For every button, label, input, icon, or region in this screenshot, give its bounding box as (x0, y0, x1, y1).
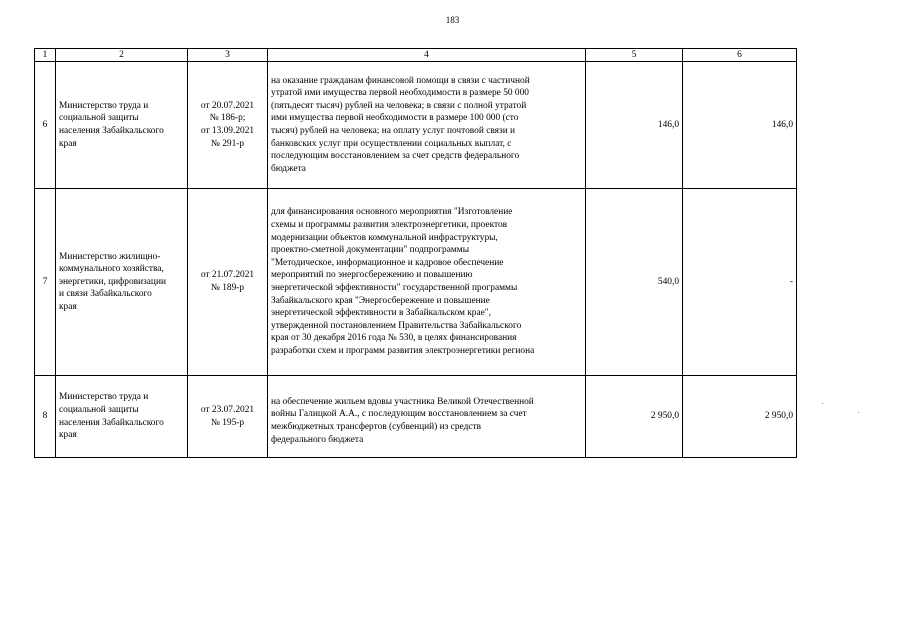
ministry-line: коммунального хозяйства, (59, 264, 164, 275)
purpose-line: края от 30 декабря 2016 года № 530, в целях финансирования (271, 333, 517, 344)
purpose-line: тысяч) рублей на человека; на оплату услуг почтовой связи и (271, 126, 516, 136)
scan-speck (822, 403, 823, 404)
ministry-line: края (59, 138, 77, 149)
order-line: от 13.09.2021 (200, 126, 255, 136)
ministry-line: Министерство жилищно- (59, 251, 161, 262)
purpose-line: энергетической эффективности" государственной программы (271, 283, 518, 293)
ministry-line: социальной защиты (59, 404, 139, 415)
table-row (35, 62, 797, 189)
amount-col-6: 2 950,0 (683, 376, 797, 458)
ministry-line: края (59, 301, 77, 312)
purpose-line: Забайкальского края "Энергосбережение и повышение (271, 295, 490, 306)
purpose-line: модернизации объектов коммунальной инфраструктуры, (271, 232, 498, 243)
purpose-line: банковских услуг при осуществлении социальных выплат, с (271, 138, 512, 149)
purpose-line: на оказание гражданам финансовой помощи в связи с частичной (271, 75, 530, 86)
header-col-3: 3 (188, 49, 268, 62)
order-reference (188, 189, 268, 376)
scan-speck (858, 412, 859, 413)
ministry-name (56, 189, 188, 376)
purpose-line: утвержденной постановлением Правительства Забайкальского (271, 320, 522, 331)
purpose-line: схемы и программы развития электроэнергетики, проектов (271, 220, 508, 231)
order-line: № 189-р (210, 283, 245, 293)
ministry-line: энергетики, цифровизации (59, 276, 166, 287)
purpose-line: федерального бюджета (271, 434, 364, 445)
ministry-line: Министерство труда и (59, 392, 149, 403)
purpose-line: мероприятий по энергосбережению и повышению (271, 270, 473, 281)
order-line: № 291-р (210, 138, 245, 149)
purpose-description (268, 189, 586, 376)
amount-col-6: - (683, 189, 797, 376)
purpose-line: "Методическое, информационное и кадровое обеспечение (271, 257, 504, 268)
order-reference (188, 62, 268, 189)
ministry-line: социальной защиты (59, 113, 139, 124)
purpose-line: межбюджетных трансфертов (субвенций) из средств (271, 422, 482, 432)
purpose-line: утратой ими имущества первой необходимости в размере 50 000 (271, 88, 529, 99)
purpose-line: войны Галицкой А.А., с последующим восстановлением за счет (271, 409, 527, 420)
purpose-description (268, 376, 586, 458)
ministry-line: населения Забайкальского (59, 417, 164, 428)
order-line: от 21.07.2021 (200, 270, 255, 281)
header-col-2: 2 (56, 49, 188, 62)
purpose-line: энергетической эффективности в Забайкальском крае", (271, 308, 491, 319)
appropriations-table (34, 48, 797, 458)
purpose-line: (пятьдесят тысяч) рублей на человека; в связи с полной утратой (271, 100, 527, 111)
ministry-name (56, 376, 188, 458)
ministry-name (56, 62, 188, 189)
row-number: 7 (35, 189, 56, 376)
order-line: № 186-р; (209, 113, 246, 124)
header-col-1: 1 (35, 49, 56, 62)
amount-col-5: 146,0 (586, 62, 683, 189)
page-number: 183 (445, 15, 460, 25)
row-number: 8 (35, 376, 56, 458)
order-reference (188, 376, 268, 458)
purpose-line: бюджета (271, 163, 306, 174)
ministry-line: края (59, 430, 77, 441)
order-line: от 23.07.2021 (200, 404, 255, 415)
ministry-line: Министерство труда и (59, 100, 149, 111)
purpose-line: проектно-сметной документации" подпрограммы (271, 245, 470, 256)
header-col-5: 5 (586, 49, 683, 62)
header-col-6: 6 (683, 49, 797, 62)
order-line: от 20.07.2021 (200, 100, 255, 111)
purpose-line: ими имущества первой необходимости в размере 100 000 (сто (271, 113, 519, 124)
table-row (35, 376, 797, 458)
row-number: 6 (35, 62, 56, 189)
purpose-line: на обеспечение жильем вдовы участника Великой Отечественной (271, 396, 534, 407)
purpose-line: для финансирования основного мероприятия "Изготовление (271, 207, 513, 218)
ministry-line: и связи Забайкальского (59, 289, 152, 300)
purpose-line: последующим восстановлением за счет средств федерального (271, 151, 520, 162)
amount-col-5: 540,0 (586, 189, 683, 376)
order-line: № 195-р (210, 417, 245, 428)
table-header-row (35, 49, 797, 62)
purpose-line: разработки схем и программ развития электроэнергетики региона (271, 345, 535, 356)
purpose-description (268, 62, 586, 189)
table-row (35, 189, 797, 376)
header-col-4: 4 (268, 49, 586, 62)
amount-col-5: 2 950,0 (586, 376, 683, 458)
amount-col-6: 146,0 (683, 62, 797, 189)
ministry-line: населения Забайкальского (59, 126, 164, 136)
